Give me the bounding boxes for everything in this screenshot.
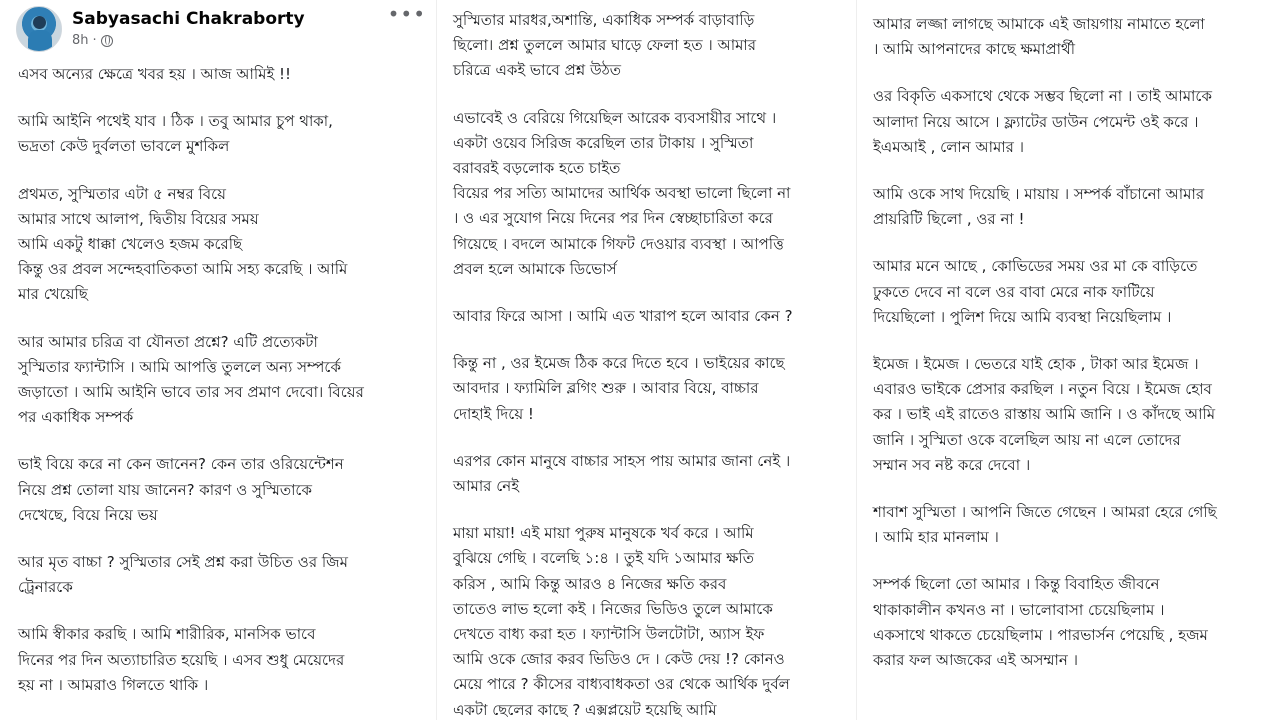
post-paragraph: ভাই বিয়ে করে না কেন জানেন? কেন তার ওরিয়েন্টেশন নিয়ে প্রশ্ন তোলা যায় জানেন? কারণ ও সুস্মিতাকে দেখেছে, বিয়ে নিয়ে ভয় bbox=[18, 455, 344, 524]
post-paragraph: আমি স্বীকার করছি । আমি শারীরিক, মানসিক ভাবে দিনের পর দিন অত্যাচারিত হয়েছি । এসব শুধু মেয়েদের হয় না । আমরাও গিলতে থাকি । bbox=[18, 625, 345, 694]
post-column-2 bbox=[436, 0, 856, 720]
post-paragraph: আমার মনে আছে , কোভিডের সময় ওর মা কে বাড়িতে ঢুকতে দেবে না বলে ওর বাবা মেরে নাক ফাটিয়ে দিয়েছিলো । পুলিশ দিয়ে আমি ব্যবস্থা নিয়েছিলাম । bbox=[873, 257, 1198, 326]
globe-icon[interactable] bbox=[101, 35, 113, 47]
avatar-body bbox=[28, 30, 52, 52]
post-paragraph: কিন্তু না , ওর ইমেজ ঠিক করে দিতে হবে । ভাইয়ের কাছে আবদার । ফ্যামিলি ব্লগিং শুরু । আবার বিয়ে, বাচ্চার দোহাই দিয়ে ! bbox=[453, 354, 785, 423]
post-meta bbox=[72, 33, 113, 48]
meta-separator: · bbox=[92, 33, 97, 48]
post-time[interactable]: 8h bbox=[72, 33, 89, 48]
avatar-head bbox=[33, 16, 46, 29]
post-paragraph: আমি ওকে সাথ দিয়েছি । মায়ায় । সম্পর্ক বাঁচানো আমার প্রায়রিটি ছিলো , ওর না ! bbox=[873, 185, 1205, 229]
post-paragraph: এভাবেই ও বেরিয়ে গিয়েছিল আরেক ব্যবসায়ীর সাথে । একটা ওয়েব সিরিজ করেছিল তার টাকায় । সুস্মিতা বরাবরই বড়লোক হতে চাইত বিয়ের পর সত্যি আমাদের আর্থিক অবস্থা ভালো ছিলো না । ও এর সুযোগ নিয়ে দিনের পর দিন স্বেচ্ছাচারিতা করে গিয়েছে । বদলে আমাকে গিফট দেওয়ার ব্যবস্থা । আপত্তি প্রবল হলে আমাকে ডিভোর্স bbox=[453, 108, 791, 278]
post-paragraph: সম্পর্ক ছিলো তো আমার । কিন্তু বিবাহিত জীবনে থাকাকালীন কখনও না । ভালোবাসা চেয়েছিলাম । একসাথে থাকতে চেয়েছিলাম । পারভার্সন পেয়েছি , হজম করার ফল আজকের এই অসম্মান । bbox=[873, 575, 1208, 670]
post-header bbox=[16, 2, 428, 56]
post-paragraph: আর মৃত বাচ্চা ? সুস্মিতার সেই প্রশ্ন করা উচিত ওর জিম ট্রেনারকে bbox=[18, 553, 348, 597]
post-column-3 bbox=[856, 0, 1280, 720]
post-paragraph: আমার লজ্জা লাগছে আমাকে এই জায়গায় নামাতে হলো । আমি আপনাদের কাছে ক্ষমাপ্রার্থী bbox=[873, 15, 1205, 59]
post-paragraph: আর আমার চরিত্র বা যৌনতা প্রশ্নে? এটি প্রত্যেকটা সুস্মিতার ফ্যান্টাসি । আমি আপত্তি তুললে অন্য সম্পর্কে জড়াতো । আমি আইনি ভাবে তার সব প্রমাণ দেবো। বিয়ের পর একাধিক সম্পর্ক bbox=[18, 332, 364, 427]
post-paragraph: এসব অন্যের ক্ষেত্রে খবর হয় । আজ আমিই !! bbox=[18, 65, 292, 83]
post-text-column-3 bbox=[873, 12, 1280, 695]
post-paragraph: শাবাশ সুস্মিতা । আপনি জিতে গেছেন । আমরা হেরে গেছি । আমি হার মানলাম । bbox=[873, 503, 1217, 547]
ellipsis-icon[interactable]: ••• bbox=[387, 2, 426, 26]
post-paragraph: আমি আইনি পথেই যাব । ঠিক । তবু আমার চুপ থাকা, ভদ্রতা কেউ দুর্বলতা ভাবলে মুশকিল bbox=[18, 112, 333, 156]
post-paragraph: মায়া মায়া! এই মায়া পুরুষ মানুষকে খর্ব করে । আমি বুঝিয়ে গেছি । বলেছি ১:৪ । তুই যদি ১আমার ক্ষতি করিস , আমি কিন্তু আরও ৪ নিজের ক্ষতি করব তাতেও লাভ হলো কই । নিজের ভিডিও তুলে আমাকে দেখতে বাধ্য করা হত । ফ্যান্টাসি উলটোটা, অ্যাস ইফ আমি ওকে জোর করব ভিডিও দে । কেউ দেয় !? কোনও মেয়ে পারে ? কীসের বাধ্যবাধকতা ওর থেকে আর্থিক দুর্বল একটা ছেলের কাছে ? এক্সপ্লয়েট হয়েছি আমি bbox=[453, 524, 790, 719]
avatar[interactable] bbox=[16, 6, 62, 52]
author-name[interactable]: Sabyasachi Chakraborty bbox=[72, 9, 305, 29]
post-paragraph: এরপর কোন মানুষে বাচ্চার সাহস পায় আমার জানা নেই । আমার নেই bbox=[453, 451, 791, 496]
post-text-column-2 bbox=[453, 8, 856, 720]
post-paragraph: প্রথমত, সুস্মিতার এটা ৫ নম্বর বিয়ে আমার সাথে আলাপ, দ্বিতীয় বিয়ের সময় আমি একটু ধাক্কা খেলেও হজম করেছি কিন্তু ওর প্রবল সন্দেহবাতিকতা আমি সহ্য করেছি । আমি মার খেয়েছি bbox=[18, 184, 348, 304]
post-paragraph: ওর বিকৃতি একসাথে থেকে সম্ভব ছিলো না । তাই আমাকে আলাদা নিয়ে আসে । ফ্ল্যাটের ডাউন পেমেন্ট ওই করে । ইএমআই , লোন আমার । bbox=[873, 87, 1212, 156]
post-column-1 bbox=[0, 0, 436, 720]
post-paragraph: সুস্মিতার মারধর,অশান্তি, একাধিক সম্পর্ক বাড়াবাড়ি ছিলো। প্রশ্ন তুললে আমার ঘাড়ে ফেলা হত । আমার চরিত্রে একই ভাবে প্রশ্ন উঠত bbox=[453, 11, 756, 80]
post-text-column-1 bbox=[18, 62, 428, 720]
post-paragraph: ইমেজ । ইমেজ । ভেতরে যাই হোক , টাকা আর ইমেজ । এবারও ভাইকে প্রেসার করছিল । নতুন বিয়ে । ইমেজ হোব কর । ভাই এই রাতেও রাস্তায় আমি জানি । ও কাঁদছে আমি জানি । সুস্মিতা ওকে বলেছিল আয় না এলে তোদের সম্মান সব নষ্ট করে দেবো । bbox=[873, 355, 1216, 474]
post-paragraph: আবার ফিরে আসা । আমি এত খারাপ হলে আবার কেন ? bbox=[453, 307, 793, 326]
